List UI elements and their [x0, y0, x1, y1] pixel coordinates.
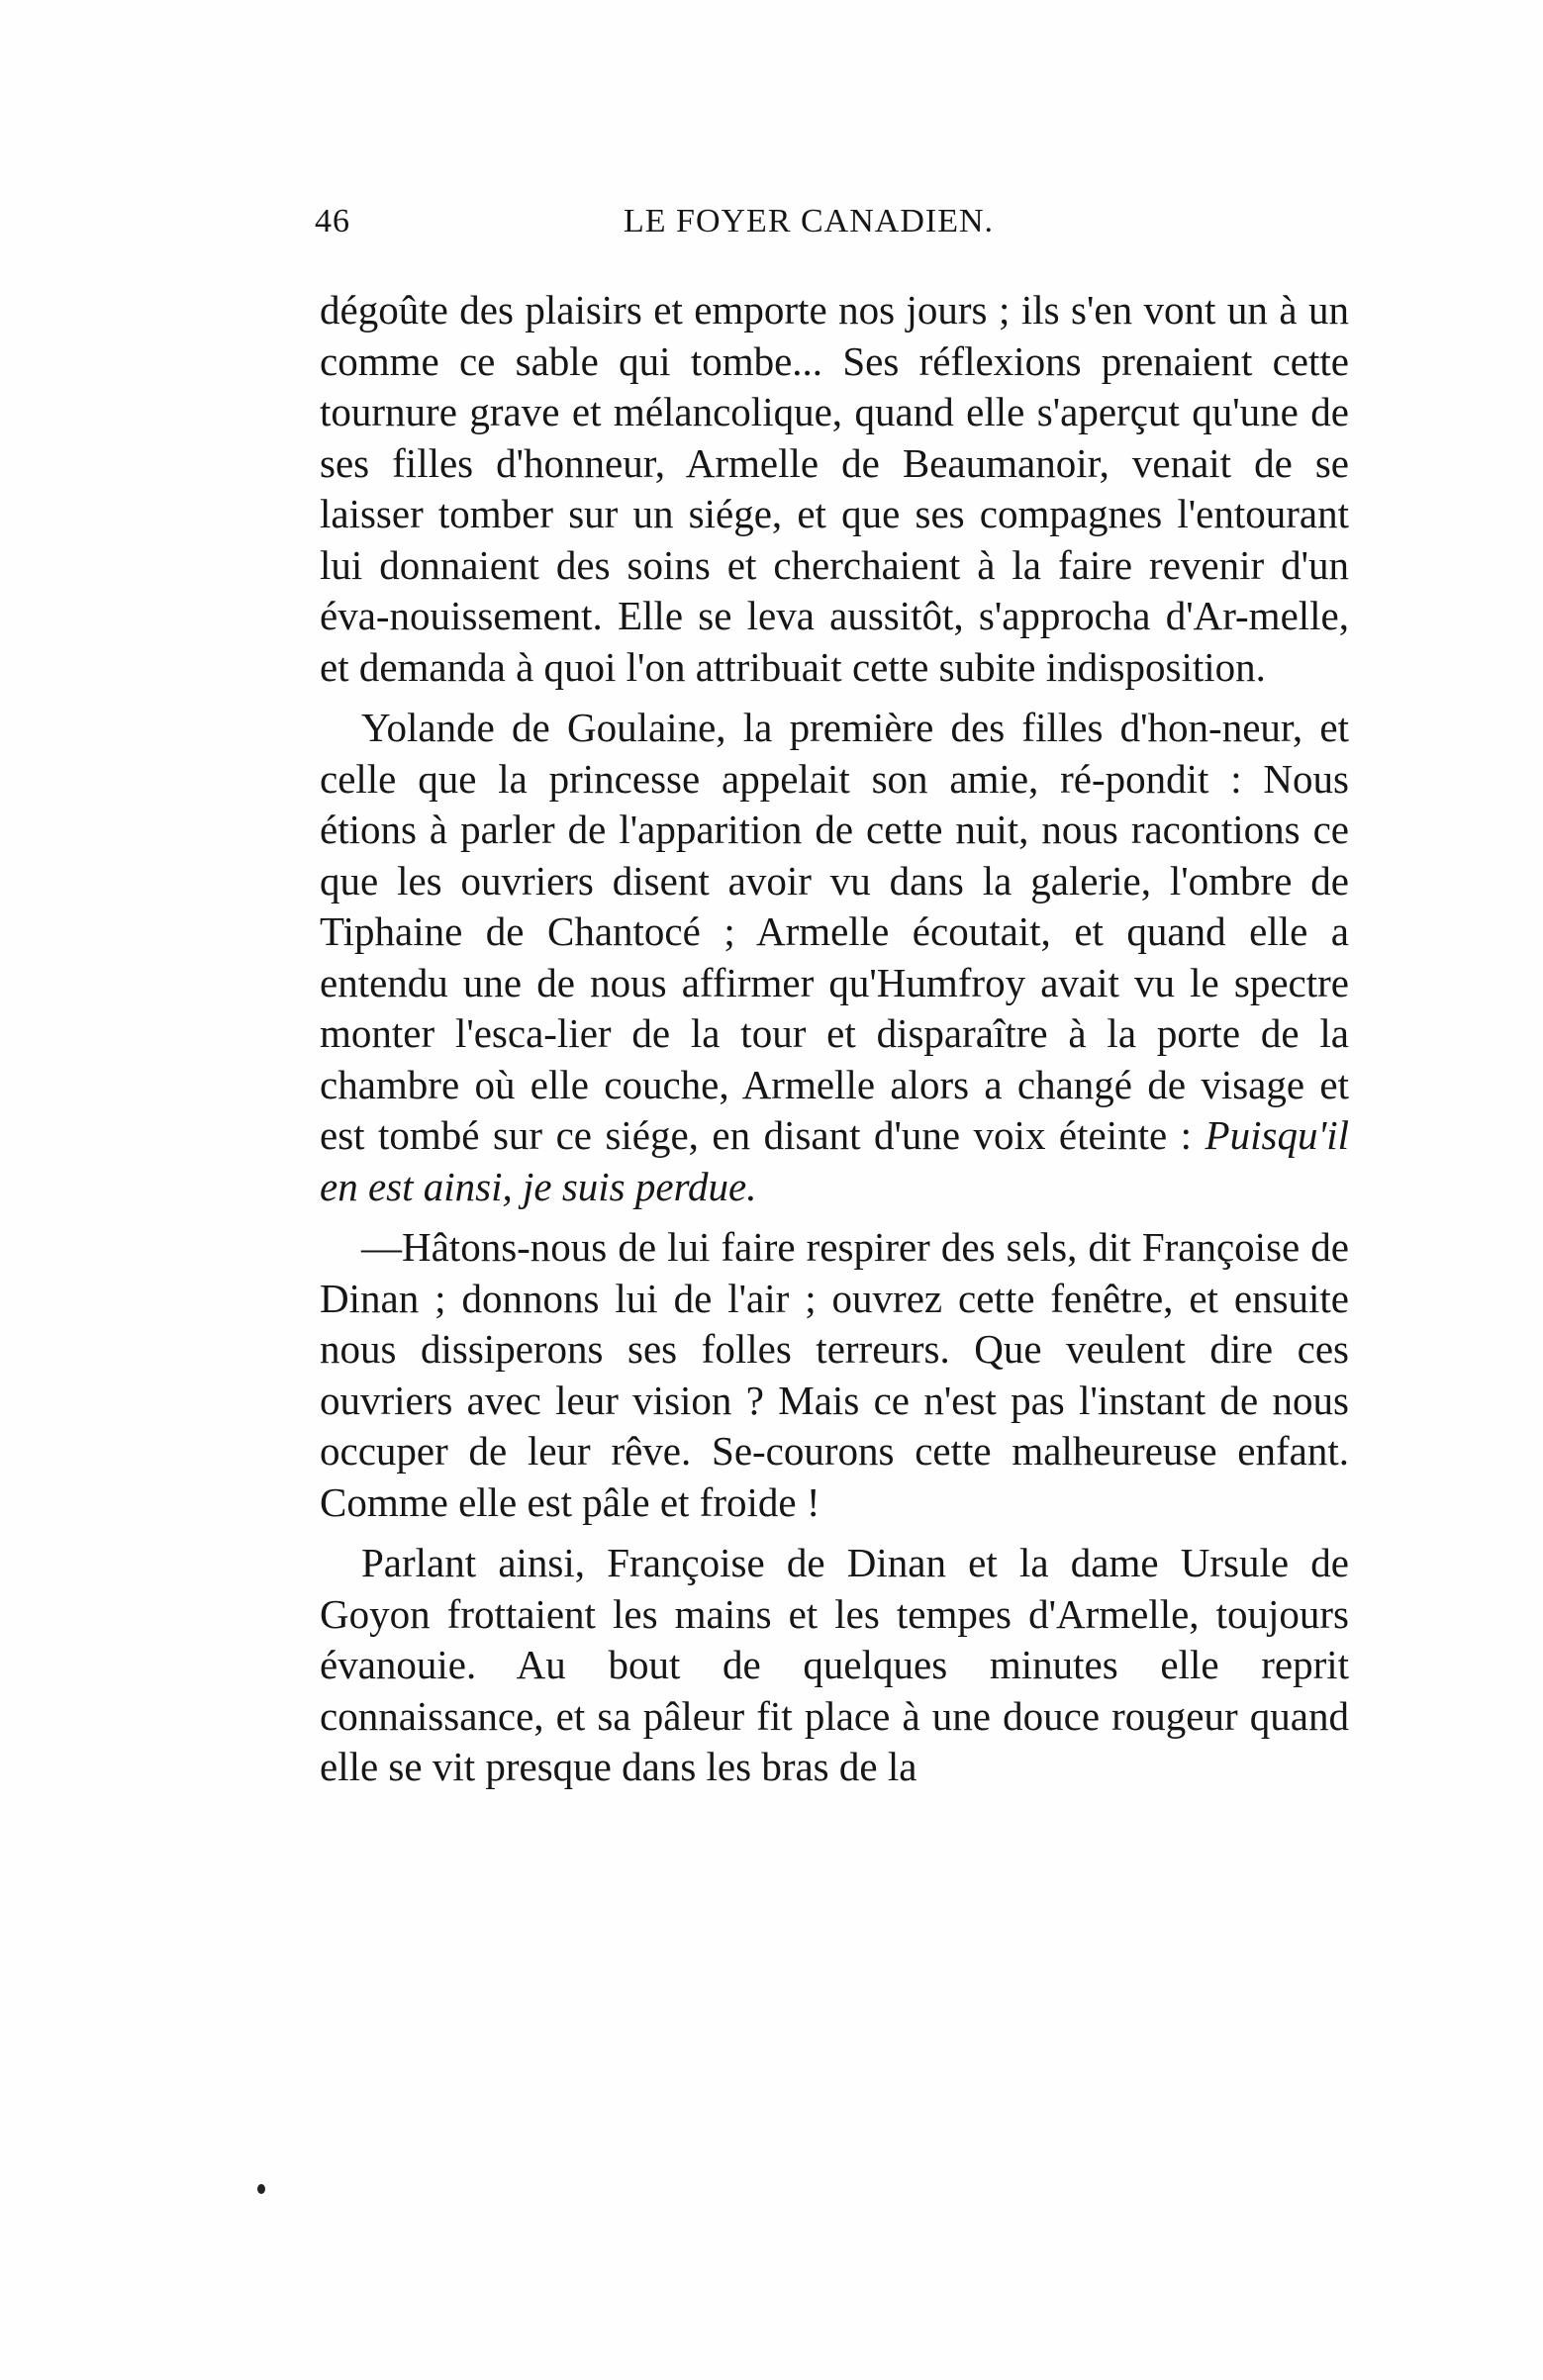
- ink-speck: [257, 2184, 265, 2194]
- paragraph-1: [320, 285, 1349, 693]
- paragraph-2-text: Yolande de Goulaine, la première des filles d'hon-neur, et celle que la princesse appelait son amie, ré-pondit : Nous étions à parler de l'apparition de cette nuit, nous racontions ce que les ouvriers disent avoir vu dans la galerie, l'ombre de Tiphaine de Chantocé ; Armelle écoutait, et quand elle a entendu une de nous affirmer qu'Humfroy avait vu le spectre monter l'esca-lier de la tour et disparaître à la porte de la chambre où elle couche, Armelle alors a changé de visage et est tombé sur ce siége, en disant d'une voix éteinte :: [320, 705, 1349, 1158]
- page-number: 46: [315, 203, 350, 239]
- running-head: [315, 203, 1344, 252]
- paragraph-4: [320, 1538, 1349, 1793]
- paragraph-3-text: —Hâtons-nous de lui faire respirer des sels, dit Françoise de Dinan ; donnons lui de l'air ; ouvrez cette fenêtre, et ensuite nous dissiperons ses folles terreurs. Que veulent dire ces ouvriers avec leur vision ? Mais ce n'est pas l'instant de nous occuper de leur rêve. Se-courons cette malheureuse enfant. Comme elle est pâle et froide !: [320, 1224, 1349, 1525]
- paragraph-3: [320, 1222, 1349, 1528]
- running-title: LE FOYER CANADIEN.: [624, 203, 995, 239]
- paragraph-1-text: dégoûte des plaisirs et emporte nos jours ; ils s'en vont un à un comme ce sable qui tombe... Ses réflexions prenaient cette tournure grave et mélancolique, quand elle s'aperçut qu'une de ses filles d'honneur, Armelle de Beaumanoir, venait de se laisser tomber sur un siége, et que ses compagnes l'entourant lui donnaient des soins et cherchaient à la faire revenir d'un éva-nouissement. Elle se leva aussitôt, s'approcha d'Ar-melle, et demanda à quoi l'on attribuait cette subite indisposition.: [320, 287, 1349, 690]
- body-text: [320, 285, 1349, 1793]
- paragraph-4-text: Parlant ainsi, Françoise de Dinan et la dame Ursule de Goyon frottaient les mains et les tempes d'Armelle, toujours évanouie. Au bout de quelques minutes elle reprit connaissance, et sa pâleur fit place à une douce rougeur quand elle se vit presque dans les bras de la: [320, 1540, 1349, 1789]
- paragraph-2-italic-quote: Puisqu'il en est ainsi, je suis perdue.: [320, 1112, 1349, 1209]
- paragraph-2: [320, 703, 1349, 1212]
